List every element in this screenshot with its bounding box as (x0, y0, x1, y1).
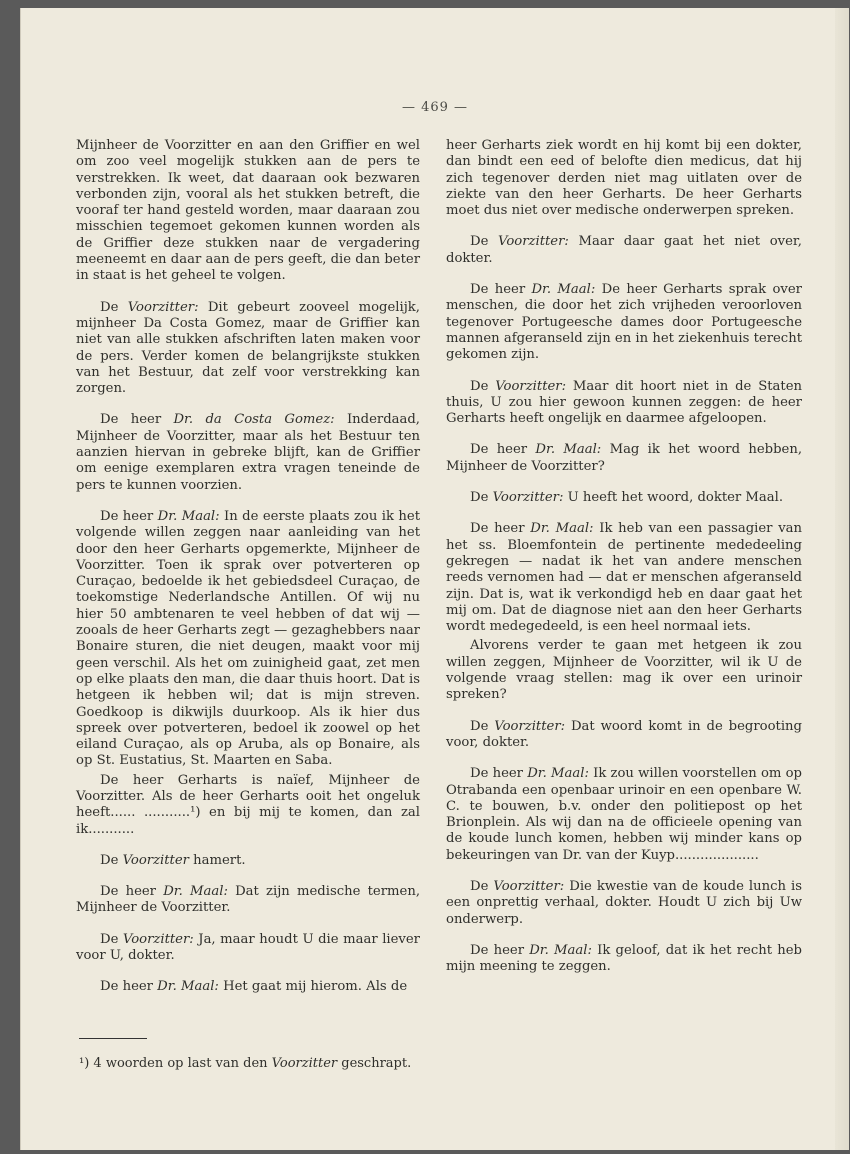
speaker: Dr. Maal: (163, 884, 228, 900)
paragraph: De heer Dr. Maal: Het gaat mij hierom. Als de (100, 979, 408, 995)
paragraph: De heer Dr. Maal: In de eerste plaats zou ik het volgende willen zeggen naar aanleiding van het door den heer Gerharts opgemerkte, Mijnheer de Voorzitter. Toen ik sprak over potverteren op Curaçao, bedoelde ik het gebiedsdeel Curaçao, de toekomstige Nederlandsche Antillen. Of wij nu hier 50 ambtenaren te veel hebben of dat wij — zooals de heer Gerharts zegt — gezaghebbers naar Bonaire sturen, die niet deugen, maakt voor mij geen verschil. Als het om zuinigheid gaat, zet men op elke plaats den man, die daar thuis hoort. Dat is hetgeen ik hebben wil; dat is mijn streven. Goedkoop is dikwijls duurkoop. Als ik hier dus spreek over potverteren, bedoel ik zoowel op het eiland Curaçao, als op Aruba, als op Bonaire, als op St. Eustatius, St. Maarten en Saba. (76, 508, 421, 769)
page-edge (835, 8, 849, 1150)
speaker: Dr. Maal: (530, 521, 594, 537)
paragraph: De heer Dr. Maal: De heer Gerharts sprak over menschen, die door het zich vrijheden veroorloven tegenover Portugeesche dames door Portugeesche mannen afgeranseld zijn en in het ziekenhuis terecht gekomen zijn. (446, 282, 802, 363)
speaker: Dr. Maal: (157, 508, 220, 524)
paragraph: De heer Dr. Maal: Mag ik het woord hebben, Mijnheer de Voorzitter? (446, 442, 803, 474)
paragraph: De Voorzitter hamert. (100, 852, 246, 868)
paragraph: Mijnheer de Voorzitter en aan den Griffier en wel om zoo veel mogelijk stukken aan de pers te verstrekken. Ik weet, dat daaraan ook bezwaren verbonden zijn, vooral als het stukken betreft, die vooraf ter hand gesteld worden, maar daaraan zou misschien tegemoet gekomen kunnen worden als de Griffier deze stukken naar de vergadering meeneemt en daar aan de pers geeft, die dan beter in staat is het geheel te volgen. (76, 138, 420, 284)
speaker: Voorzitter: (127, 299, 199, 315)
speaker: Voorzitter (122, 852, 189, 868)
speaker: Voorzitter: (495, 378, 567, 394)
footnote-rule (79, 1038, 147, 1039)
right-column (446, 138, 802, 990)
paragraph: heer Gerharts ziek wordt en hij komt bij een dokter, dan bindt een eed of belofte dien medicus, dat hij zich tegenover derden niet mag uitlaten over de ziekte van den heer Gerharts. De heer Gerharts moet dus niet over medische onderwerpen spreken. (446, 138, 802, 219)
paragraph: De Voorzitter: U heeft het woord, dokter Maal. (470, 490, 784, 506)
speaker: Voorzitter: (492, 490, 564, 506)
paragraph: De Voorzitter: Dat woord komt in de begrooting voor, dokter. (446, 718, 802, 750)
paragraph: De heer Dr. Maal: Ik heb van een passagier van het ss. Bloemfontein de pertinente mededeeling gekregen — nadat ik het van andere menschen reeds vernomen had — dat er menschen afgeranseld zijn. Dat is, wat ik verkondigd heb en daar gaat het mij om. Dat de diagnose niet aan den heer Gerharts wordt medegedeeld, is een heel normaal iets. (446, 521, 803, 635)
paragraph: De heer Dr. Maal: Dat zijn medische termen, Mijnheer de Voorzitter. (76, 884, 421, 916)
paragraph: Alvorens verder te gaan met hetgeen ik zou willen zeggen, Mijnheer de Voorzitter, wil ik U de volgende vraag stellen: mag ik over een urinoir spreken? (446, 638, 802, 703)
speaker: Voorzitter: (122, 931, 194, 947)
speaker: Voorzitter: (498, 234, 569, 250)
speaker: Voorzitter: (493, 878, 565, 894)
speaker: Dr. Maal: (157, 979, 219, 995)
paragraph: De heer Dr. Maal: Ik geloof, dat ik het recht heb mijn meening te zeggen. (446, 942, 802, 975)
speaker: Voorzitter: (494, 718, 566, 734)
left-column (76, 138, 420, 1011)
footnote: ¹) 4 woorden op last van den Voorzitter geschrapt. (79, 1056, 412, 1071)
speaker: Dr. Maal: (535, 442, 602, 458)
speaker: Dr. Maal: (529, 942, 592, 958)
paragraph: De Voorzitter: Dit gebeurt zooveel mogelijk, mijnheer Da Costa Gomez, maar de Griffier kan niet van alle stukken afschriften laten maken voor de pers. Verder komen de belangrijkste stukken van het Bestuur, dat zelf voor verstrekking kan zorgen. (76, 299, 420, 397)
paragraph: De Voorzitter: Maar dit hoort niet in de Staten thuis, U zou hier gewoon kunnen zeggen: de heer Gerharts heeft ongelijk en daarmee afgeloopen. (446, 378, 803, 427)
speaker: Dr. Maal: (531, 282, 596, 298)
document-page (20, 8, 849, 1150)
speaker: Dr. da Costa Gomez: (173, 412, 335, 428)
paragraph: De Voorzitter: Maar daar gaat het niet over, dokter. (446, 234, 802, 266)
paragraph: De heer Dr. Maal: Ik zou willen voorstellen om op Otrabanda een openbaar urinoir en een openbare W. C. te bouwen, b.v. onder den politiepost op het Brionplein. Als wij dan na de officieele opening van de koude lunch komen, hebben wij minder kans op bekeuringen van Dr. van der Kuyp.................... (446, 766, 802, 863)
paragraph: De Voorzitter: Ja, maar houdt U die maar liever voor U, dokter. (76, 931, 420, 964)
speaker: Dr. Maal: (527, 766, 589, 782)
paragraph: De heer Dr. da Costa Gomez: Inderdaad, Mijnheer de Voorzitter, maar als het Bestuur ten aanzien hiervan in gebreke blijft, kan de Griffier om eenige exemplaren extra vragen teneinde de pers te kunnen voorzien. (76, 412, 420, 493)
page-number: — 469 — (401, 100, 469, 115)
paragraph: De Voorzitter: Die kwestie van de koude lunch is een onprettig verhaal, dokter. Houdt U zich bij Uw onderwerp. (446, 878, 803, 927)
paragraph: De heer Gerharts is naïef, Mijnheer de Voorzitter. Als de heer Gerharts ooit het ongeluk heeft...... ...........¹) en bij mij te komen, dan zal ik........... (76, 772, 420, 837)
